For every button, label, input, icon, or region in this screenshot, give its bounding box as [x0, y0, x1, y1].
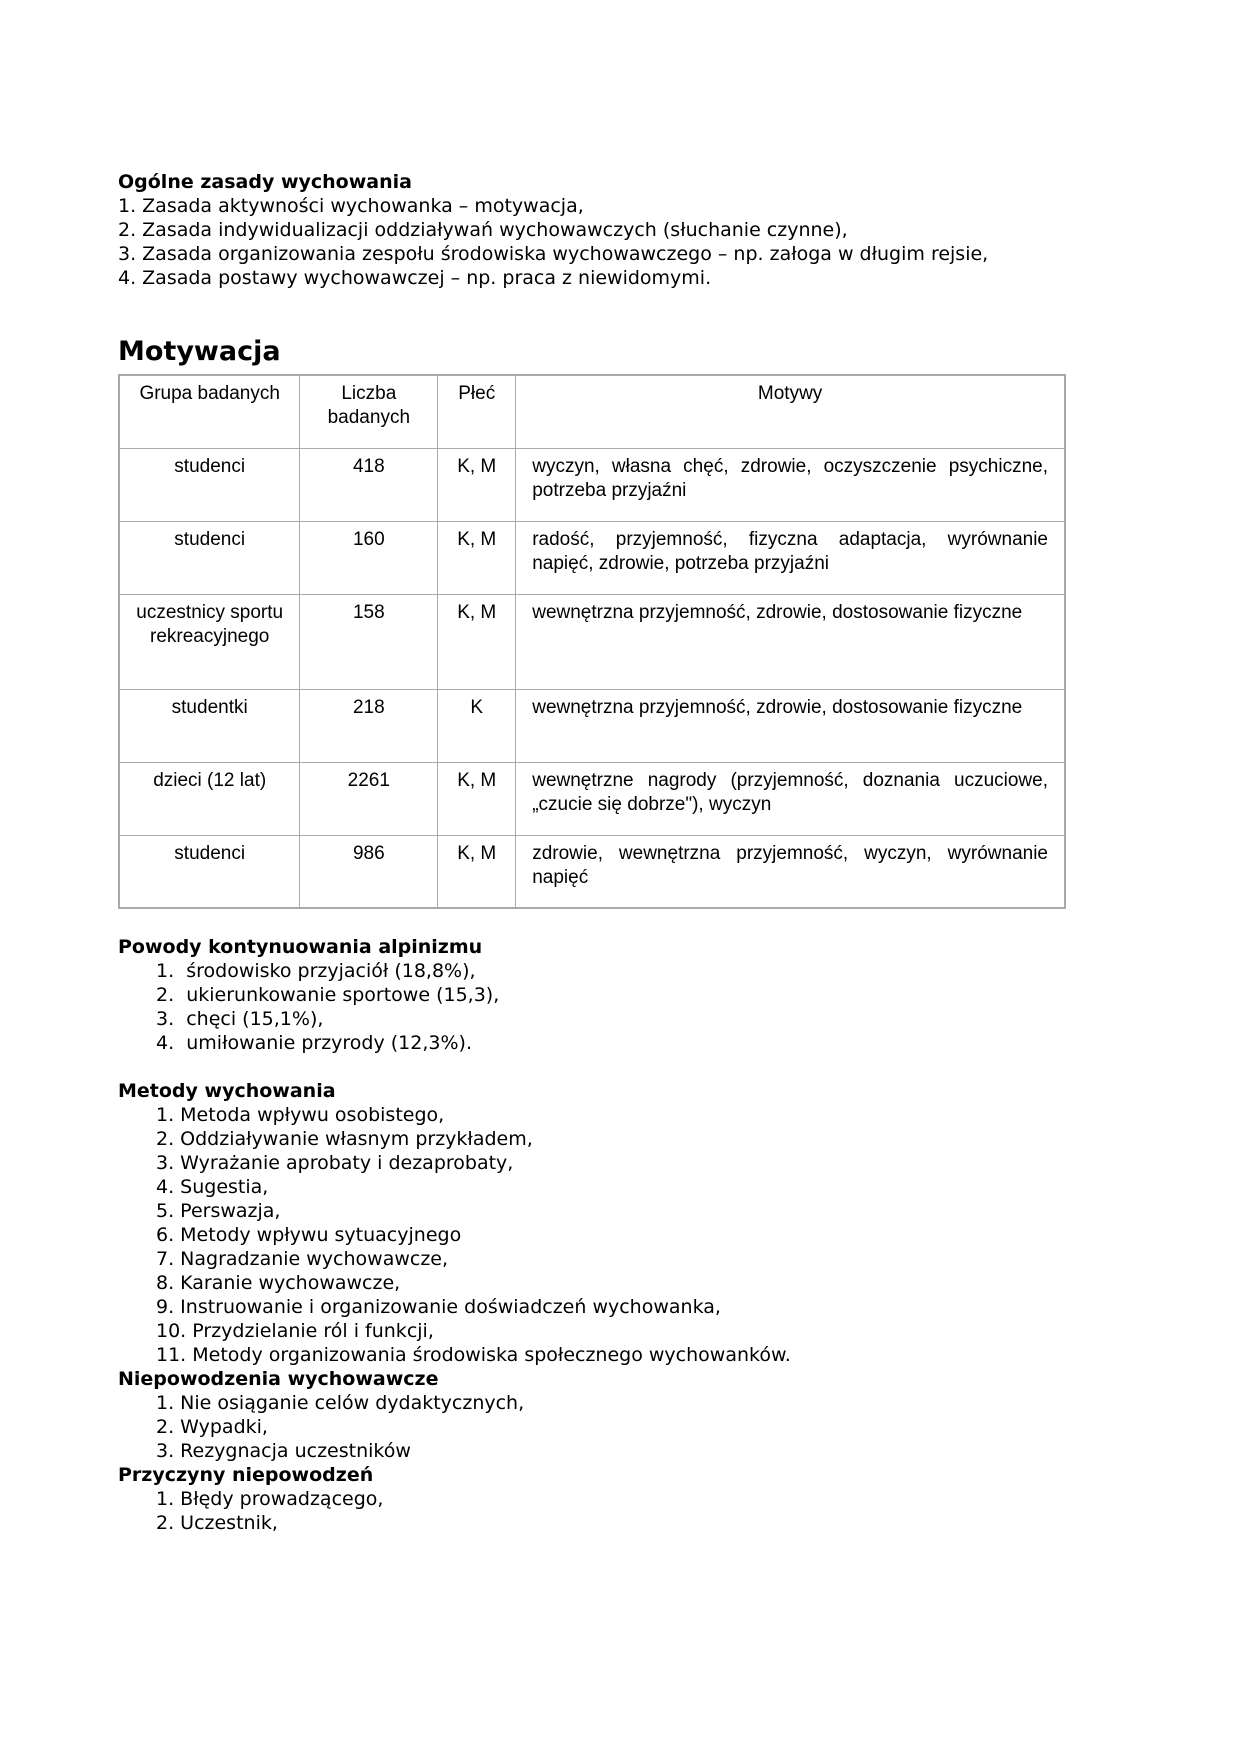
list-item	[156, 959, 1118, 983]
list-item: 10. Przydzielanie ról i funkcji,	[156, 1320, 434, 1342]
table-cell: 418	[300, 448, 438, 521]
section-niepowodzenia	[118, 1367, 1118, 1463]
table-cell: K, M	[438, 762, 516, 835]
list-item: 3. Wyrażanie aprobaty i dezaprobaty,	[156, 1152, 514, 1174]
spacer	[118, 1055, 1118, 1079]
list-number: 3.	[156, 1008, 175, 1030]
table-cell: K, M	[438, 835, 516, 908]
table-cell: uczestnicy sportu rekreacyjnego	[119, 594, 300, 689]
table-cell: wewnętrzna przyjemność, zdrowie, dostosowanie fizyczne	[516, 594, 1065, 689]
przyczyny-list	[118, 1487, 1118, 1535]
table-row	[119, 594, 1065, 689]
list-item: 1. Nie osiąganie celów dydaktycznych,	[156, 1392, 525, 1414]
list-text: umiłowanie przyrody (12,3%).	[186, 1032, 472, 1054]
table-cell: 2261	[300, 762, 438, 835]
table-cell: zdrowie, wewnętrzna przyjemność, wyczyn, wyrównanie napięć	[516, 835, 1065, 908]
table-cell: K, M	[438, 521, 516, 594]
table-cell: studenci	[119, 521, 300, 594]
section-metody	[118, 1079, 1118, 1367]
section-heading: Metody wychowania	[118, 1080, 336, 1102]
metody-list	[118, 1103, 1118, 1367]
list-item: 5. Perswazja,	[156, 1200, 281, 1222]
table-cell: 158	[300, 594, 438, 689]
table-cell: studenci	[119, 448, 300, 521]
list-item: 1. Błędy prowadzącego,	[156, 1488, 384, 1510]
list-item: 6. Metody wpływu sytuacyjnego	[156, 1224, 462, 1246]
table-cell: wewnętrzna przyjemność, zdrowie, dostosowanie fizyczne	[516, 689, 1065, 762]
zasady-list	[118, 194, 1118, 290]
list-item: 8. Karanie wychowawcze,	[156, 1272, 401, 1294]
motywacja-table	[118, 374, 1066, 909]
list-item: 2. Uczestnik,	[156, 1512, 278, 1534]
list-number: 2.	[156, 984, 175, 1006]
list-item	[156, 1031, 1118, 1055]
section-przyczyny	[118, 1463, 1118, 1535]
list-number: 1.	[156, 960, 175, 982]
list-item: 1. Metoda wpływu osobistego,	[156, 1104, 445, 1126]
list-item: 9. Instruowanie i organizowanie doświadczeń wychowanka,	[156, 1296, 721, 1318]
list-item: 4. Zasada postawy wychowawczej – np. praca z niewidomymi.	[118, 267, 712, 289]
list-item: 11. Metody organizowania środowiska społecznego wychowanków.	[156, 1344, 791, 1366]
list-item: 2. Oddziaływanie własnym przykładem,	[156, 1128, 533, 1150]
table-cell: K, M	[438, 448, 516, 521]
niepowodzenia-list	[118, 1391, 1118, 1463]
list-item	[156, 983, 1118, 1007]
alpinizm-list	[118, 959, 1118, 1055]
table-cell: studentki	[119, 689, 300, 762]
list-text: ukierunkowanie sportowe (15,3),	[186, 984, 500, 1006]
section-heading: Przyczyny niepowodzeń	[118, 1464, 374, 1486]
table-row	[119, 762, 1065, 835]
section-heading: Ogólne zasady wychowania	[118, 171, 412, 193]
table-cell: 986	[300, 835, 438, 908]
table-row	[119, 448, 1065, 521]
list-item: 7. Nagradzanie wychowawcze,	[156, 1248, 449, 1270]
table-row	[119, 521, 1065, 594]
section-heading: Niepowodzenia wychowawcze	[118, 1368, 439, 1390]
list-number: 4.	[156, 1032, 175, 1054]
list-item: 3. Rezygnacja uczestników	[156, 1440, 411, 1462]
list-item: 1. Zasada aktywności wychowanka – motywacja,	[118, 195, 584, 217]
table-cell: K	[438, 689, 516, 762]
section-zasady	[118, 170, 1118, 290]
list-item: 3. Zasada organizowania zespołu środowiska wychowawczego – np. załoga w długim rejsie,	[118, 243, 989, 265]
list-text: chęci (15,1%),	[186, 1008, 324, 1030]
table-cell: K, M	[438, 594, 516, 689]
header-cell: Motywy	[516, 375, 1065, 448]
table-cell: wyczyn, własna chęć, zdrowie, oczyszczenie psychiczne, potrzeba przyjaźni	[516, 448, 1065, 521]
list-text: środowisko przyjaciół (18,8%),	[186, 960, 476, 982]
list-item: 2. Zasada indywidualizacji oddziaływań wychowawczych (słuchanie czynne),	[118, 219, 848, 241]
table-cell: studenci	[119, 835, 300, 908]
section-heading: Powody kontynuowania alpinizmu	[118, 936, 483, 958]
section-motywacja	[118, 334, 1118, 909]
table-cell: radość, przyjemność, fizyczna adaptacja, wyrównanie napięć, zdrowie, potrzeba przyjaźni	[516, 521, 1065, 594]
table-cell: dzieci (12 lat)	[119, 762, 300, 835]
header-cell: Płeć	[438, 375, 516, 448]
section-alpinizm	[118, 935, 1118, 1055]
table-cell: 160	[300, 521, 438, 594]
table-header-row	[119, 375, 1065, 448]
table-row	[119, 835, 1065, 908]
table-cell: wewnętrzne nagrody (przyjemność, doznania uczuciowe, „czucie się dobrze"), wyczyn	[516, 762, 1065, 835]
header-cell: Grupa badanych	[119, 375, 300, 448]
list-item: 4. Sugestia,	[156, 1176, 269, 1198]
section-title: Motywacja	[118, 336, 281, 367]
list-item: 2. Wypadki,	[156, 1416, 268, 1438]
list-item	[156, 1007, 1118, 1031]
table-cell: 218	[300, 689, 438, 762]
header-cell: Liczba badanych	[300, 375, 438, 448]
table-row	[119, 689, 1065, 762]
document-page	[118, 170, 1118, 1535]
